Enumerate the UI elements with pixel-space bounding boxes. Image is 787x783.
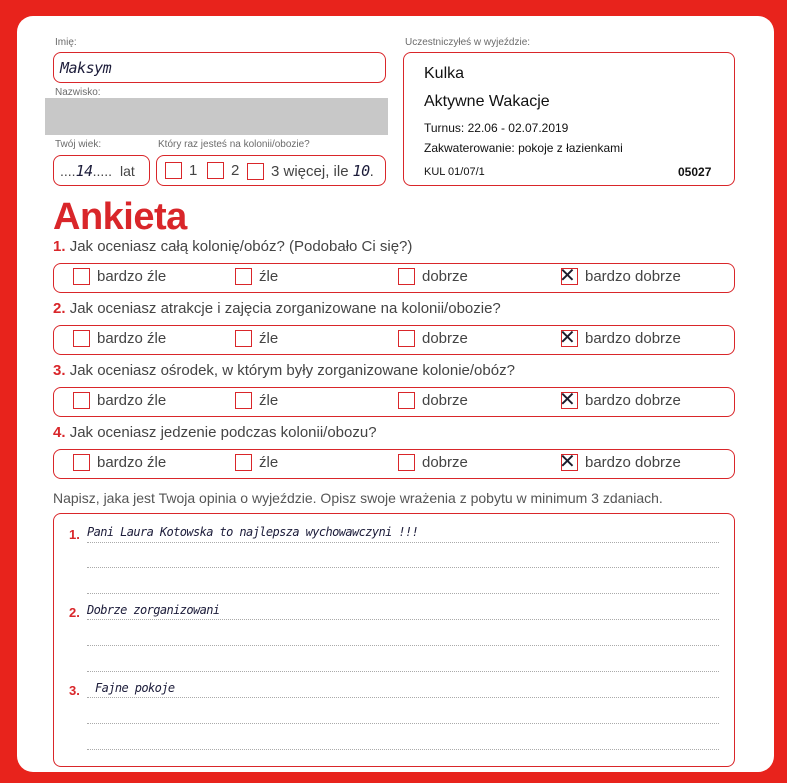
participant-label: Uczestniczyłeś w wyjeździe: [405,37,531,48]
question-1: 1. Jak oceniasz całą kolonię/obóz? (Podobało Ci się?) [53,238,413,255]
trip-turnus: Turnus: 22.06 - 02.07.2019 [424,121,569,135]
age-dots-before: .... [60,163,76,179]
writing-line [87,645,719,646]
opinion-num-2: 2. [69,605,80,620]
opinion-text-1: Pani Laura Kotowska to najlepsza wychowawczyni !!! [87,525,419,539]
question-2: 2. Jak oceniasz atrakcje i zajęcia zorganizowane na kolonii/obozie? [53,300,501,317]
opinion-prompt: Napisz, jaka jest Twoja opinia o wyjeździe. Opisz swoje wrażenia z pobytu w minimum 3 zdaniach. [53,490,663,506]
times-option-1[interactable]: 1 [165,162,197,179]
survey-title: Ankieta [53,196,187,238]
name-field[interactable] [53,52,386,83]
q4-option-very-good[interactable]: ✕ bardzo dobrze [559,449,681,473]
trip-info-box [403,52,735,186]
times-label: Który raz jesteś na kolonii/obozie? [158,139,310,150]
opinion-num-1: 1. [69,527,80,542]
q1-checkbox-good[interactable] [398,268,415,285]
survey-sheet [17,16,774,772]
rating-row-1 [53,263,735,293]
name-label: Imię: [55,37,77,48]
writing-line [87,593,719,594]
q4-option-very-bad[interactable]: bardzo źle [73,454,166,471]
rating-row-3 [53,387,735,417]
q3-option-very-bad[interactable]: bardzo źle [73,392,166,409]
q3-option-very-good[interactable]: ✕ bardzo dobrze [559,387,681,411]
q2-option-very-bad[interactable]: bardzo źle [73,330,166,347]
rating-row-4 [53,449,735,479]
q4-option-good[interactable]: dobrze [398,454,468,471]
writing-line [87,619,719,620]
writing-line [87,697,719,698]
writing-line [87,749,719,750]
surname-label: Nazwisko: [55,87,101,98]
q2-checkbox-good[interactable] [398,330,415,347]
q2-option-very-good[interactable]: ✕ bardzo dobrze [559,325,681,349]
q4-checkbox-very-good[interactable] [559,449,578,473]
q1-checkbox-very-good[interactable] [559,263,578,287]
age-field[interactable] [53,155,150,186]
q3-checkbox-very-bad[interactable] [73,392,90,409]
question-4: 4. Jak oceniasz jedzenie podczas kolonii/obozu? [53,424,377,441]
q1-option-very-bad[interactable]: bardzo źle [73,268,166,285]
surname-redaction [45,98,388,135]
q2-checkbox-bad[interactable] [235,330,252,347]
q1-option-bad[interactable]: źle [235,268,278,285]
q2-checkbox-very-bad[interactable] [73,330,90,347]
trip-code: KUL 01/07/1 [424,166,485,178]
check-mark-icon: ✕ [559,263,576,287]
trip-number: 05027 [678,165,712,179]
name-value: Maksym [60,59,112,77]
q3-option-good[interactable]: dobrze [398,392,468,409]
check-mark-icon: ✕ [559,449,576,473]
trip-lodging: Zakwaterowanie: pokoje z łazienkami [424,141,623,155]
q1-option-very-good[interactable]: ✕ bardzo dobrze [559,263,681,287]
q2-option-good[interactable]: dobrze [398,330,468,347]
writing-line [87,567,719,568]
q1-checkbox-bad[interactable] [235,268,252,285]
check-mark-icon: ✕ [559,387,576,411]
times-field [156,155,386,186]
times-option-2[interactable]: 2 [207,162,239,179]
times-option-3[interactable]: 3 więcej, ile 10 . [247,162,374,180]
times-value: 10 [352,162,370,180]
question-3: 3. Jak oceniasz ośrodek, w którym były zorganizowane kolonie/obóz? [53,362,515,379]
q1-option-good[interactable]: dobrze [398,268,468,285]
age-label: Twój wiek: [55,139,102,150]
writing-line [87,723,719,724]
trip-org: Kulka [424,65,465,82]
opinion-num-3: 3. [69,683,80,698]
times-checkbox-2[interactable] [207,162,224,179]
opinion-text-3: Fajne pokoje [95,681,175,695]
times-checkbox-1[interactable] [165,162,182,179]
opinion-text-2: Dobrze zorganizowani [87,603,220,617]
q4-option-bad[interactable]: źle [235,454,278,471]
q2-checkbox-very-good[interactable] [559,325,578,349]
q3-checkbox-very-good[interactable] [559,387,578,411]
q3-checkbox-good[interactable] [398,392,415,409]
times-checkbox-3[interactable] [247,163,264,180]
rating-row-2 [53,325,735,355]
age-unit: lat [119,163,135,179]
q4-checkbox-very-bad[interactable] [73,454,90,471]
q4-checkbox-good[interactable] [398,454,415,471]
q3-checkbox-bad[interactable] [235,392,252,409]
age-value: 14 [75,162,93,180]
trip-program: Aktywne Wakacje [424,93,550,110]
writing-line [87,671,719,672]
age-dots-after: ..... [92,163,113,179]
opinion-box[interactable] [53,513,735,767]
writing-line [87,542,719,543]
q1-checkbox-very-bad[interactable] [73,268,90,285]
q4-checkbox-bad[interactable] [235,454,252,471]
q3-option-bad[interactable]: źle [235,392,278,409]
check-mark-icon: ✕ [559,325,576,349]
q2-option-bad[interactable]: źle [235,330,278,347]
